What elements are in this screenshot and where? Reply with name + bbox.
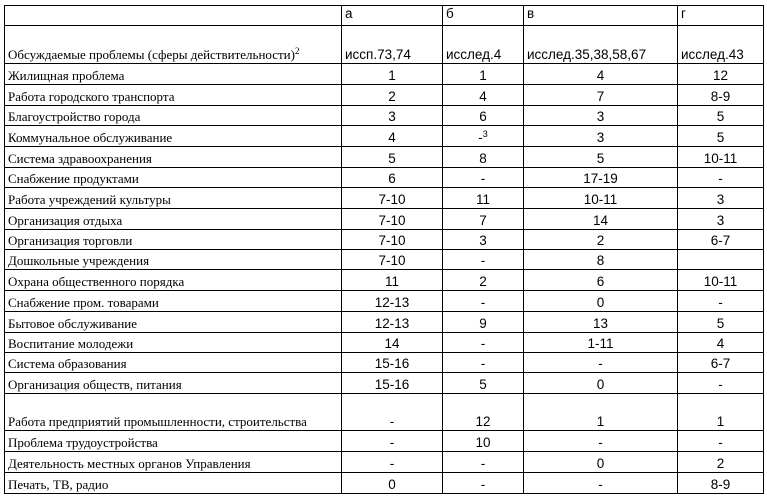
- table-row: [5, 209, 764, 230]
- value-g: 10-11: [678, 270, 764, 291]
- row-label: Работа предприятий промышленности, строительства: [5, 394, 342, 431]
- row-label: Снабжение пром. товарами: [5, 291, 342, 312]
- value-v: 5: [524, 147, 678, 168]
- corner-cell: [5, 6, 342, 26]
- value-v: 1: [524, 394, 678, 431]
- column-source-v: исслед.35,38,58,67: [524, 26, 678, 64]
- value-b: 7: [443, 209, 524, 230]
- value-v: 8: [524, 250, 678, 270]
- value-b: 9: [443, 312, 524, 333]
- value-g: -: [678, 291, 764, 312]
- value-v: 13: [524, 312, 678, 333]
- value-a: 1: [342, 64, 443, 85]
- table-row: [5, 333, 764, 353]
- table-row: [5, 250, 764, 270]
- row-label: Система образования: [5, 353, 342, 373]
- value-v: 3: [524, 126, 678, 147]
- column-source-g: исслед.43: [678, 26, 764, 64]
- row-label: Жилищная проблема: [5, 64, 342, 85]
- value-v: -: [524, 473, 678, 494]
- table-row: [5, 473, 764, 494]
- value-b: -: [443, 291, 524, 312]
- value-v: 17-19: [524, 168, 678, 188]
- value-g: 5: [678, 126, 764, 147]
- problems-ranking-table: [4, 5, 764, 494]
- value-b: 6: [443, 106, 524, 126]
- value-a: 4: [342, 126, 443, 147]
- table-row: [5, 452, 764, 473]
- table-row: [5, 106, 764, 126]
- row-label: Воспитание молодежи: [5, 333, 342, 353]
- value-b: 11: [443, 188, 524, 209]
- value-g: 5: [678, 312, 764, 333]
- value-v: 1-11: [524, 333, 678, 353]
- table-row: [5, 291, 764, 312]
- value-b: -: [443, 353, 524, 373]
- value-b: 3: [443, 230, 524, 250]
- value-b: -: [443, 250, 524, 270]
- value-v: 10-11: [524, 188, 678, 209]
- value-b: 2: [443, 270, 524, 291]
- value-v: 0: [524, 291, 678, 312]
- header-label-text: Обсуждаемые проблемы (сферы действительности): [8, 47, 295, 62]
- table-row: [5, 270, 764, 291]
- table-row: [5, 168, 764, 188]
- row-label: Работа учреждений культуры: [5, 188, 342, 209]
- value-b-text: -: [478, 130, 483, 145]
- row-label: Коммунальное обслуживание: [5, 126, 342, 147]
- value-a: 12-13: [342, 291, 443, 312]
- value-g: 3: [678, 188, 764, 209]
- row-label: Организация торговли: [5, 230, 342, 250]
- row-label: Проблема трудоустройства: [5, 431, 342, 452]
- column-letter-b: б: [443, 6, 524, 26]
- value-a: 14: [342, 333, 443, 353]
- value-a: 6: [342, 168, 443, 188]
- value-g: [678, 250, 764, 270]
- value-v: -: [524, 353, 678, 373]
- value-g: 3: [678, 209, 764, 230]
- value-g: -: [678, 168, 764, 188]
- value-g: 10-11: [678, 147, 764, 168]
- header-label: [5, 26, 342, 64]
- header-label-footnote: 2: [294, 46, 300, 56]
- value-v: 0: [524, 373, 678, 394]
- row-label: Работа городского транспорта: [5, 85, 342, 106]
- table-row: [5, 394, 764, 431]
- table-row: [5, 85, 764, 106]
- column-letter-v: в: [524, 6, 678, 26]
- value-a: 7-10: [342, 230, 443, 250]
- value-a: 7-10: [342, 209, 443, 230]
- value-a: 3: [342, 106, 443, 126]
- row-label: Организация отдыха: [5, 209, 342, 230]
- value-b: -: [443, 452, 524, 473]
- row-label: Деятельность местных органов Управления: [5, 452, 342, 473]
- value-g: 8-9: [678, 85, 764, 106]
- value-v: 0: [524, 452, 678, 473]
- value-b: 8: [443, 147, 524, 168]
- value-b: 1: [443, 64, 524, 85]
- value-g: 2: [678, 452, 764, 473]
- row-label: Система здравоохранения: [5, 147, 342, 168]
- value-b: 12: [443, 394, 524, 431]
- row-label: Печать, ТВ, радио: [5, 473, 342, 494]
- table-row: [5, 147, 764, 168]
- row-label: Дошкольные учреждения: [5, 250, 342, 270]
- value-a: 12-13: [342, 312, 443, 333]
- value-a: -: [342, 431, 443, 452]
- value-g: 12: [678, 64, 764, 85]
- table-row: [5, 64, 764, 85]
- value-a: 15-16: [342, 353, 443, 373]
- column-letter-g: г: [678, 6, 764, 26]
- table-row: [5, 373, 764, 394]
- value-b: -: [443, 333, 524, 353]
- table-row: [5, 353, 764, 373]
- table-row: [5, 431, 764, 452]
- row-label: Бытовое обслуживание: [5, 312, 342, 333]
- value-b-footnote: 3: [482, 129, 488, 139]
- value-v: 14: [524, 209, 678, 230]
- table-row: [5, 230, 764, 250]
- value-v: 3: [524, 106, 678, 126]
- value-v: 7: [524, 85, 678, 106]
- table-row: [5, 312, 764, 333]
- value-g: 6-7: [678, 353, 764, 373]
- row-label: Снабжение продуктами: [5, 168, 342, 188]
- value-b: -: [443, 168, 524, 188]
- value-a: 7-10: [342, 250, 443, 270]
- value-b: 5: [443, 373, 524, 394]
- value-g: -: [678, 373, 764, 394]
- value-a: 2: [342, 85, 443, 106]
- value-g: 8-9: [678, 473, 764, 494]
- value-v: 4: [524, 64, 678, 85]
- value-b: [443, 126, 524, 147]
- value-g: -: [678, 431, 764, 452]
- row-label: Охрана общественного порядка: [5, 270, 342, 291]
- value-g: 1: [678, 394, 764, 431]
- value-v: -: [524, 431, 678, 452]
- column-letters-row: [5, 6, 764, 26]
- column-letter-a: а: [342, 6, 443, 26]
- header-row: [5, 26, 764, 64]
- value-g: 5: [678, 106, 764, 126]
- row-label: Организация обществ, питания: [5, 373, 342, 394]
- value-b: -: [443, 473, 524, 494]
- value-a: -: [342, 452, 443, 473]
- value-a: 11: [342, 270, 443, 291]
- value-b: 10: [443, 431, 524, 452]
- table-row: [5, 126, 764, 147]
- row-label: Благоустройство города: [5, 106, 342, 126]
- value-a: -: [342, 394, 443, 431]
- column-source-b: исслед.4: [443, 26, 524, 64]
- value-b: 4: [443, 85, 524, 106]
- column-source-a: иссп.73,74: [342, 26, 443, 64]
- table-row: [5, 188, 764, 209]
- value-a: 7-10: [342, 188, 443, 209]
- value-v: 6: [524, 270, 678, 291]
- value-a: 5: [342, 147, 443, 168]
- value-a: 0: [342, 473, 443, 494]
- value-g: 6-7: [678, 230, 764, 250]
- value-v: 2: [524, 230, 678, 250]
- value-g: 4: [678, 333, 764, 353]
- value-a: 15-16: [342, 373, 443, 394]
